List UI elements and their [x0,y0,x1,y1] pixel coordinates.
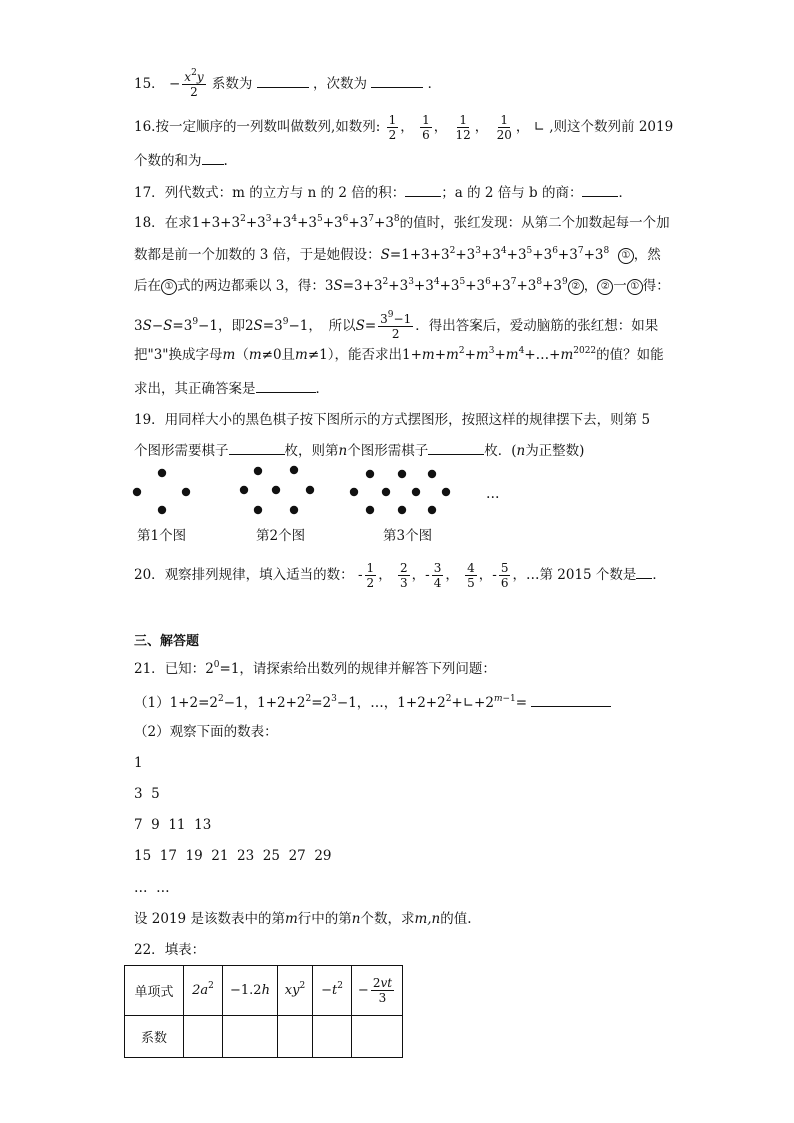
answer-blank[interactable] [405,182,441,197]
answer-blank[interactable] [428,440,484,455]
fraction: $\frac{3}{4}$ [433,561,442,590]
question-21-part1: $(1)1+2=2^2-1$，$1+2+2^2=2^3-1$，…，$1+2+2^2+∟+2^{m-1}=$ [134,692,611,713]
question-18-line3: 后在 ① 式的两边都乘以 3，得：$3S=3+3^2+3^3+3^4+3^5+3^6+3^7+3^8+3^9$ ② ， ② 一 ① 得： [134,277,670,294]
row-header: 单项式 [125,966,184,1016]
coefficient-cell[interactable] [223,1016,278,1058]
answer-blank[interactable] [531,692,611,707]
chess-piece [382,488,390,496]
answer-blank[interactable] [229,440,285,455]
question-19-line2: 个图形需要棋子 枚，则第n个图形需棋子 枚．(n为正整数) [134,440,584,461]
number-table-row: 3 5 [134,786,160,802]
number-table-row: 1 [134,755,143,771]
number-table-row: … … [134,880,170,896]
answer-blank[interactable] [257,73,309,88]
equation-3: $3S-S=3^9-1$ [134,317,218,334]
figure-3-label: 第3个图 [383,528,433,544]
figure-ellipsis: … [486,486,500,502]
question-16-line2: 个数的和为 . [134,150,228,171]
question-20: 20．观察排列规律，填入适当的数： - $\frac{1}{2}$ ， $\frac{2}{3}$ ，- $\frac{3}{4}$ ， $\frac{4}{5}$ ，- $\frac{5}{6}$ ，…第 2015 个数是 ． [134,561,666,590]
question-18-line2: 数都是前一个加数的 3 倍，于是她假设：$S=1+3+3^2+3^3+3^4+3^5+3^6+3^7+3^8$ ① ，然 [134,246,661,263]
chess-piece [254,467,262,475]
question-18-line1: 18．在求$1+3+3^2+3^3+3^4+3^5+3^6+3^7+3^8$的值时，张红发现：从第二个加数起每一个加 [134,214,670,231]
fraction: $\frac{2}{3}$ [399,561,408,590]
power-sum-expression: $1+m+m^2+m^3+m^4+\dots+m^{2022}$ [402,346,597,363]
monomial-table [124,965,403,1058]
chess-piece [133,488,141,496]
equation-5: S= $\frac{3^9-1}{2}$ [355,310,412,341]
question-18-line5: 把"3"换成字母m（m≠0且m≠1），能否求出$1+m+m^2+m^3+m^4+\dots+m^{2022}$的值？如能 [134,346,664,363]
chess-piece [428,470,436,478]
coefficient-cell[interactable] [313,1016,352,1058]
question-18-line4: $3S-S=3^9-1$，即$2S=3^9-1$， 所以S= $\frac{3^9-1}{2}$ ．得出答案后，爱动脑筋的张红想：如果 [134,310,659,341]
fraction: $\frac{5}{6}$ [500,561,509,590]
chess-piece [398,470,406,478]
fraction: $\frac{1}{20}$ [496,113,512,142]
question-16: 16.按一定顺序的一列数叫做数列,如数列: $\frac{1}{2}$ ， $\frac{1}{6}$ ， $\frac{1}{12}$ ， $\frac{1}{20}$ ， ∟ ,则这个数列前 2019 [134,113,674,142]
question-19-line1: 19．用同样大小的黑色棋子按下图所示的方式摆图形，按照这样的规律摆下去，则第 5 [134,412,651,428]
row-header: 系数 [125,1016,184,1058]
chess-piece [398,506,406,514]
question-21-last: 设 2019 是该数表中的第m行中的第n个数，求m,n的值. [134,911,472,927]
fraction: $\frac{1}{6}$ [422,113,430,142]
table-row [125,966,403,1016]
chess-piece [306,486,314,494]
section-title: 三、解答题 [134,634,200,649]
answer-blank[interactable] [582,182,618,197]
coefficient-cell[interactable] [184,1016,223,1058]
chess-piece [412,488,420,496]
chess-piece [158,469,166,477]
coefficient-cell[interactable] [278,1016,313,1058]
chess-piece [442,488,450,496]
question-22: 22．填表： [134,942,206,958]
sum-expression: $1+3+3^2+3^3+3^4+3^5+3^6+3^7+3^8$ [191,214,400,231]
question-15: 15． − $\frac{x^2y}{2}$ 系数为 ，次数为 ． [134,68,442,99]
chess-piece [428,506,436,514]
number-table-row: 15 17 19 21 23 25 27 29 [134,848,332,864]
monomial-cell: − $\frac{2vt}{3}$ [352,966,403,1016]
monomial-cell: $xy^2$ [278,966,313,1016]
monomial-x2y-over-2: − $\frac{x^2y}{2}$ [168,68,204,99]
monomial-cell: $2a^2$ [184,966,223,1016]
chess-piece [290,466,298,474]
answer-blank[interactable] [371,73,423,88]
chess-piece [290,506,298,514]
chess-piece [272,486,280,494]
monomial-cell: $-t^2$ [313,966,352,1016]
monomial-cell: −1.2h [223,966,278,1016]
equation-1: $S=1+3+3^2+3^3+3^4+3^5+3^6+3^7+3^8$ [380,246,610,263]
fraction: $\frac{4}{5}$ [467,561,475,590]
coefficient-cell[interactable] [352,1016,403,1058]
question-21-part2: （2）观察下面的数表： [134,724,278,740]
question-18-line6: 求出，其正确答案是 ． [134,378,329,399]
chess-piece [240,486,248,494]
table-row [125,1016,403,1058]
chess-piece [158,506,166,514]
equation-4: $2S=3^9-1$ [244,317,309,334]
answer-blank[interactable] [636,564,652,579]
fraction: $\frac{1}{2}$ [366,561,375,590]
figure-2-label: 第2个图 [256,528,306,544]
answer-blank[interactable] [202,150,224,165]
chess-piece [350,488,358,496]
fraction: $\frac{1}{12}$ [455,113,471,142]
chess-piece [182,488,190,496]
chess-piece [366,470,374,478]
question-number: 15． [134,76,165,92]
answer-blank[interactable] [256,378,316,393]
fraction: $\frac{1}{2}$ [388,113,397,142]
question-21-line1: 21．已知：$2^0=1$，请探索给出数列的规律并解答下列问题： [134,660,496,677]
equation-2: $3S=3+3^2+3^3+3^4+3^5+3^6+3^7+3^8+3^9$ [324,277,568,294]
figure-1-label: 第1个图 [137,528,187,544]
number-table-row: 7 9 11 13 [134,817,212,833]
chess-piece [366,506,374,514]
chess-piece [254,506,262,514]
question-17: 17．列代数式：m 的立方与 n 的 2 倍的积： ；a 的 2 倍与 b 的商： ． [134,182,632,203]
